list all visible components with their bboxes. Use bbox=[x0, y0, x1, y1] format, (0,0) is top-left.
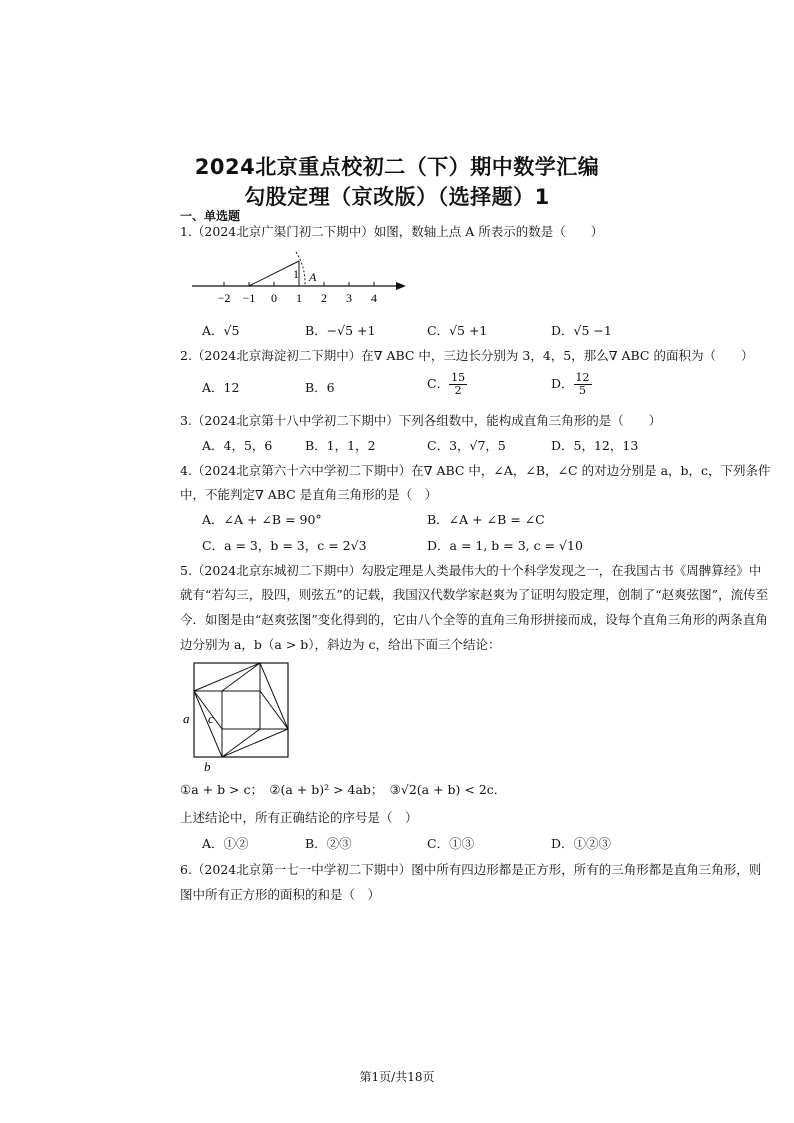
q3-option-a[interactable]: A．4，5，6 bbox=[202, 438, 273, 453]
q2-option-d-label: D． bbox=[551, 376, 574, 391]
q2-option-a[interactable]: A．12 bbox=[202, 380, 240, 395]
tick-label: 3 bbox=[346, 291, 352, 305]
tick-label: 4 bbox=[371, 291, 377, 305]
fraction bbox=[574, 372, 592, 397]
section-heading: 一、单选题 bbox=[180, 209, 241, 223]
q4-option-a[interactable]: A．∠A + ∠B = 90° bbox=[202, 512, 322, 527]
question-4-stem-line1: 4.（2024北京第六十六中学初二下期中）在∇ ABC 中，∠A，∠B，∠C 的对边分别是 a，b，c，下列条件 bbox=[180, 463, 771, 478]
question-1-stem: 1.（2024北京广渠门初二下期中）如图，数轴上点 A 所表示的数是（ ） bbox=[180, 224, 604, 239]
q4-option-d[interactable]: D．a = 1, b = 3, c = √10 bbox=[427, 538, 583, 553]
question-4-stem-line2: 中，不能判定∇ ABC 是直角三角形的是（ ） bbox=[180, 487, 438, 502]
denominator: 5 bbox=[579, 384, 587, 397]
q2-option-b[interactable]: B．6 bbox=[305, 380, 335, 395]
q1-option-a[interactable]: A．√5 bbox=[202, 323, 240, 338]
question-6-stem-line1: 6.（2024北京第一七一中学初二下期中）图中所有四边形都是正方形，所有的三角形都是直角三角形，则 bbox=[180, 862, 762, 877]
page-footer: 第1页/共18页 bbox=[359, 1070, 435, 1084]
q1-option-c[interactable]: C．√5 +1 bbox=[427, 323, 488, 338]
numerator: 15 bbox=[451, 371, 466, 384]
q2-option-c[interactable] bbox=[427, 372, 467, 397]
tick-label: −2 bbox=[217, 291, 231, 305]
denominator: 2 bbox=[454, 384, 462, 397]
q5-option-c[interactable]: C．①③ bbox=[427, 836, 475, 851]
numerator: 12 bbox=[575, 371, 590, 384]
point-A-label: A bbox=[309, 270, 317, 284]
question-5-stem-line4: 边分别为 a，b（a > b），斜边为 c，给出下面三个结论： bbox=[180, 637, 501, 652]
tick-label: −1 bbox=[242, 291, 256, 305]
q3-option-d[interactable]: D．5，12，13 bbox=[551, 438, 639, 453]
question-5-stem-line2: 就有“若勾三，股四，则弦五”的记载，我国汉代数学家赵爽为了证明勾股定理，创制了“赵爽弦图”，流传至 bbox=[180, 587, 769, 602]
q5-option-d[interactable]: D．①②③ bbox=[551, 836, 612, 851]
q4-option-c[interactable]: C．a = 3，b = 3，c = 2√3 bbox=[202, 538, 367, 553]
question-3-stem: 3.（2024北京第十八中学初二下期中）下列各组数中，能构成直角三角形的是（ ） bbox=[180, 413, 662, 428]
label-a: a bbox=[183, 711, 190, 726]
q3-option-b[interactable]: B．1，1，2 bbox=[305, 438, 376, 453]
q2-option-d[interactable] bbox=[551, 372, 592, 397]
label-b: b bbox=[204, 759, 211, 774]
question-2-stem: 2.（2024北京海淀初二下期中）在∇ ABC 中，三边长分别为 3，4，5，那么∇ ABC 的面积为（ ） bbox=[180, 348, 754, 363]
document-subtitle: 勾股定理（京改版）（选择题）1 bbox=[244, 185, 550, 209]
tick-label: 0 bbox=[271, 291, 277, 305]
q5-option-b[interactable]: B．②③ bbox=[305, 836, 352, 851]
question-5-stem-line3: 今．如图是由“赵爽弦图”变化得到的，它由八个全等的直角三角形拼接而成，设每个直角三角形的两条直角 bbox=[180, 612, 768, 627]
document-title: 2024北京重点校初二（下）期中数学汇编 bbox=[194, 155, 600, 179]
question-5-conclusions: ①a + b > c； ②(a + b)² > 4ab； ③√2(a + b) < 2c． bbox=[180, 782, 507, 797]
q4-option-b[interactable]: B．∠A + ∠B = ∠C bbox=[427, 512, 545, 527]
tick-label: 2 bbox=[321, 291, 327, 305]
q1-option-d[interactable]: D．√5 −1 bbox=[551, 323, 612, 338]
q3-option-c[interactable]: C．3，√7，5 bbox=[427, 438, 506, 453]
label-c: c bbox=[208, 711, 214, 726]
tick-label: 1 bbox=[296, 291, 302, 305]
fraction bbox=[449, 372, 467, 397]
zhao-shuang-diagram bbox=[180, 660, 292, 774]
question-5-prompt: 上述结论中，所有正确结论的序号是（ ） bbox=[180, 810, 418, 825]
q5-option-a[interactable]: A．①② bbox=[202, 836, 249, 851]
q1-option-b[interactable]: B．−√5 +1 bbox=[305, 323, 376, 338]
question-6-stem-line2: 图中所有正方形的面积的和是（ ） bbox=[180, 887, 381, 902]
label-one: 1 bbox=[293, 267, 299, 281]
number-line-figure bbox=[188, 248, 412, 306]
question-5-stem-line1: 5.（2024北京东城初二下期中）勾股定理是人类最伟大的十个科学发现之一，在我国古书《周髀算经》中 bbox=[180, 563, 762, 578]
q2-option-c-label: C． bbox=[427, 376, 450, 391]
